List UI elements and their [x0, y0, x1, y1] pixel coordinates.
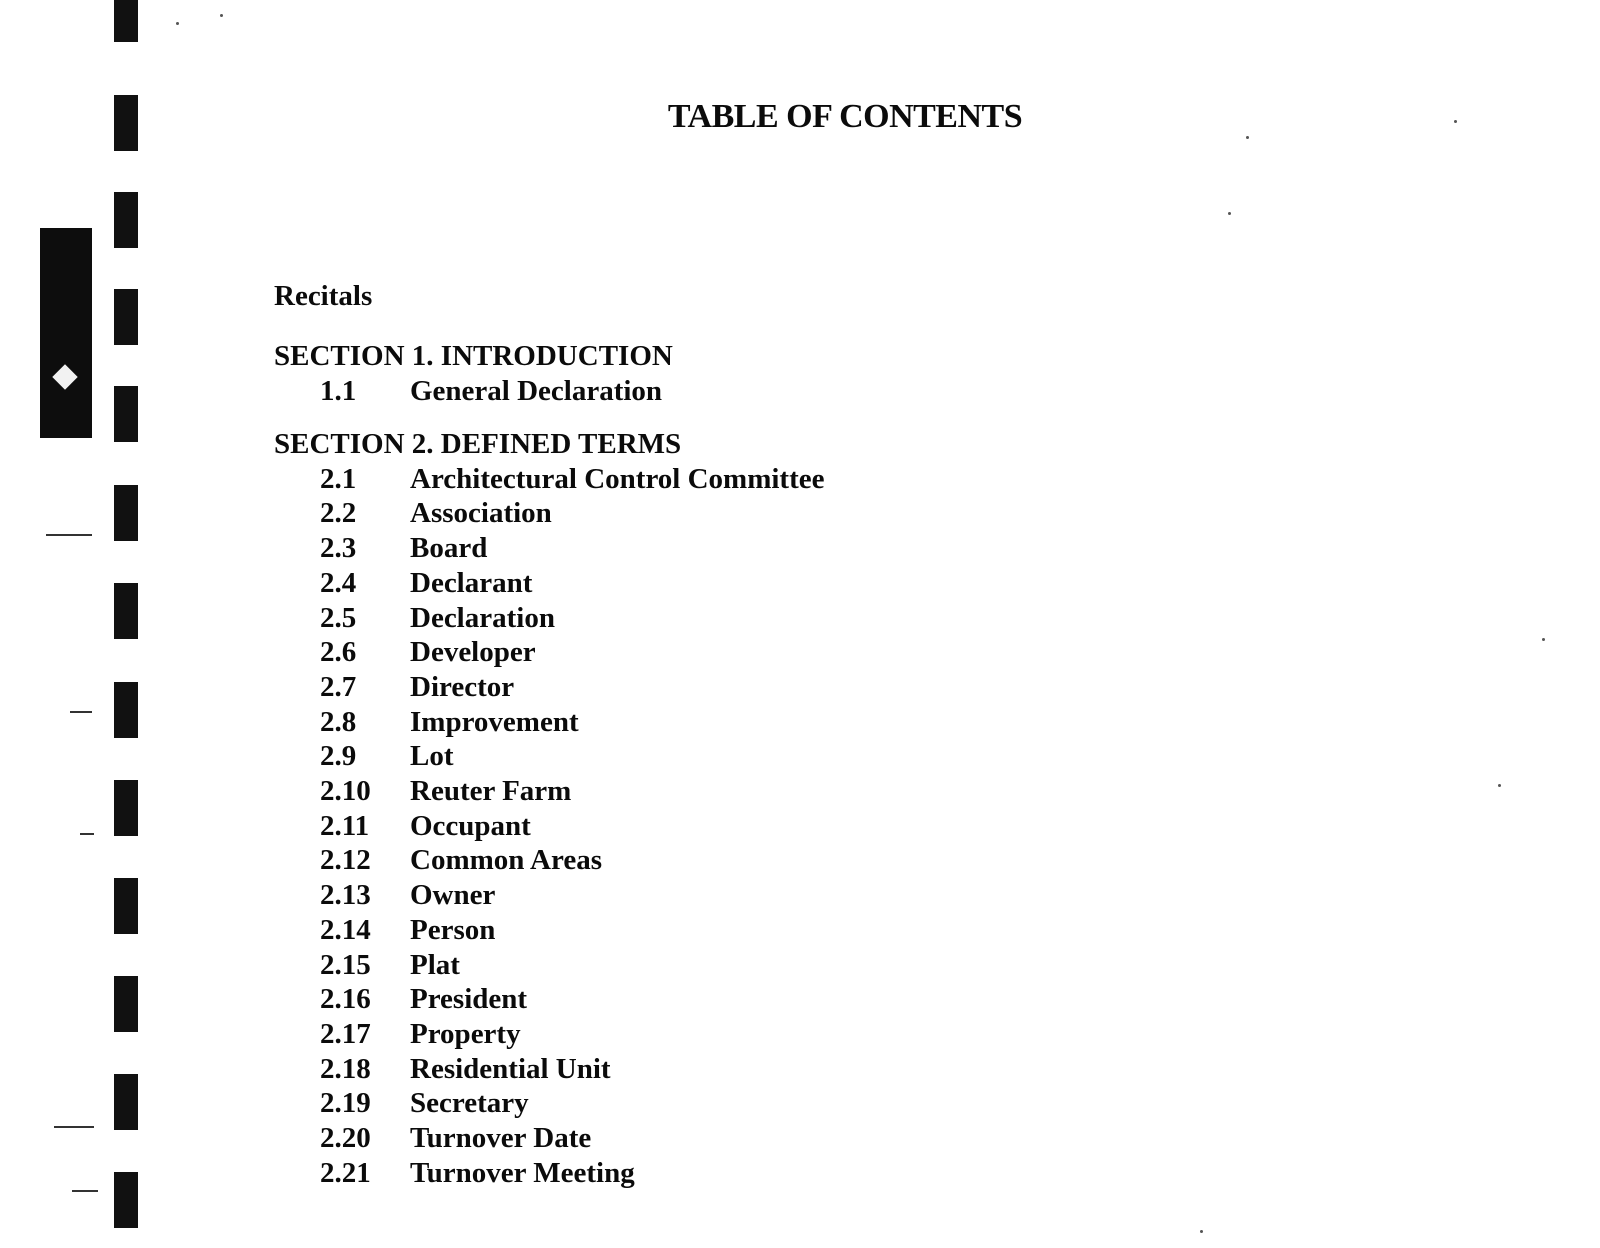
- toc-item-label: Owner: [410, 879, 496, 912]
- scan-speck: [1498, 784, 1501, 787]
- binding-hole: [114, 780, 138, 836]
- section-1: [274, 339, 824, 409]
- punch-mark: [52, 364, 77, 389]
- toc-item-label: Declaration: [410, 601, 555, 634]
- toc-item-number: 2.13: [320, 879, 371, 912]
- binding-hole: [114, 386, 138, 442]
- toc-item: [274, 774, 824, 809]
- toc-item: [274, 1052, 824, 1087]
- toc-item-label: Secretary: [410, 1087, 529, 1120]
- toc-item-number: 2.5: [320, 601, 357, 634]
- toc-item: [274, 531, 824, 566]
- toc-item: [274, 878, 824, 913]
- toc-item-label: Reuter Farm: [410, 775, 572, 808]
- toc-item-number: 2.20: [320, 1122, 371, 1155]
- toc-item-label: General Declaration: [410, 375, 663, 407]
- toc-item: [274, 1121, 824, 1156]
- recitals-heading: Recitals: [274, 280, 373, 312]
- scan-artifact: [46, 534, 92, 536]
- scan-edge-tab: [40, 228, 92, 438]
- toc-item: [274, 948, 824, 983]
- toc-item-number: 2.19: [320, 1087, 371, 1120]
- toc-item-number: 2.15: [320, 948, 371, 981]
- binding-hole: [114, 878, 138, 934]
- binding-hole: [114, 289, 138, 345]
- toc-item: [274, 705, 824, 740]
- scan-speck: [220, 14, 223, 17]
- binding-hole: [114, 976, 138, 1032]
- toc-item-number: 2.16: [320, 983, 371, 1016]
- toc-item-number: 2.7: [320, 670, 357, 703]
- toc-item: [274, 809, 824, 844]
- toc-item-label: Plat: [410, 948, 460, 981]
- toc-item-label: Board: [410, 532, 488, 565]
- binding-hole: [114, 682, 138, 738]
- section-heading: SECTION 1. INTRODUCTION: [274, 340, 673, 372]
- toc-item-label: Declarant: [410, 566, 533, 599]
- toc-item-label: Turnover Meeting: [410, 1156, 635, 1189]
- toc-item: [274, 1156, 824, 1191]
- scan-speck: [1200, 1230, 1203, 1233]
- scan-artifact: [72, 1190, 98, 1192]
- toc-item-label: Person: [410, 913, 496, 946]
- scan-speck: [1542, 638, 1545, 641]
- toc-item: [274, 913, 824, 948]
- toc-item-label: Common Areas: [410, 844, 602, 877]
- toc-item-number: 2.1: [320, 462, 357, 495]
- toc-item-label: Director: [410, 670, 515, 703]
- toc-item-number: 2.17: [320, 1017, 371, 1050]
- toc-item-number: 2.18: [320, 1052, 371, 1085]
- toc-item: [274, 374, 824, 409]
- toc-item-label: Association: [410, 497, 552, 530]
- scan-artifact: [70, 711, 92, 713]
- scan-speck: [176, 22, 179, 25]
- binding-hole: [114, 583, 138, 639]
- toc-item-label: President: [410, 983, 528, 1016]
- toc-item: [274, 670, 824, 705]
- toc-item-label: Occupant: [410, 809, 531, 842]
- binding-hole: [114, 0, 138, 42]
- binding-hole: [114, 485, 138, 541]
- toc-item-label: Lot: [410, 740, 454, 773]
- binding-strip: [114, 0, 138, 1248]
- binding-hole: [114, 1172, 138, 1228]
- toc-item: [274, 1017, 824, 1052]
- scan-artifact: [54, 1126, 94, 1128]
- toc-item-label: Turnover Date: [410, 1122, 592, 1155]
- toc-item-number: 2.4: [320, 566, 357, 599]
- toc-item: [274, 462, 824, 497]
- section-heading: SECTION 2. DEFINED TERMS: [274, 427, 682, 460]
- toc-item-number: 2.9: [320, 740, 357, 773]
- toc-item-number: 2.6: [320, 636, 357, 669]
- toc-item: [274, 601, 824, 636]
- toc-item-number: 2.2: [320, 497, 357, 530]
- toc-item: [274, 1086, 824, 1121]
- toc-item: [274, 843, 824, 878]
- toc-item-number: 2.21: [320, 1156, 371, 1189]
- scan-artifact: [80, 833, 94, 835]
- toc-item-label: Improvement: [410, 705, 579, 738]
- toc-item: [274, 982, 824, 1017]
- toc-item-number: 2.3: [320, 532, 357, 565]
- toc-item-number: 2.8: [320, 705, 357, 738]
- binding-hole: [114, 1074, 138, 1130]
- toc-item: [274, 496, 824, 531]
- toc-item-number: 2.11: [320, 809, 370, 842]
- section-2: [274, 427, 824, 1191]
- toc-item-number: 2.12: [320, 844, 371, 877]
- toc-item-number: 1.1: [320, 375, 357, 407]
- toc-item-number: 2.14: [320, 913, 371, 946]
- scan-speck: [1228, 212, 1231, 215]
- toc-item: [274, 739, 824, 774]
- toc-item-number: 2.10: [320, 775, 371, 808]
- scan-speck: [1246, 136, 1249, 139]
- toc-item-label: Developer: [410, 636, 536, 669]
- toc-item-label: Architectural Control Committee: [410, 462, 825, 495]
- document-title: TABLE OF CONTENTS: [667, 98, 1023, 135]
- toc-item-label: Property: [410, 1017, 521, 1050]
- table-of-contents: [274, 279, 824, 1190]
- binding-hole: [114, 192, 138, 248]
- toc-item-label: Residential Unit: [410, 1052, 611, 1085]
- toc-item: [274, 635, 824, 670]
- toc-item: [274, 566, 824, 601]
